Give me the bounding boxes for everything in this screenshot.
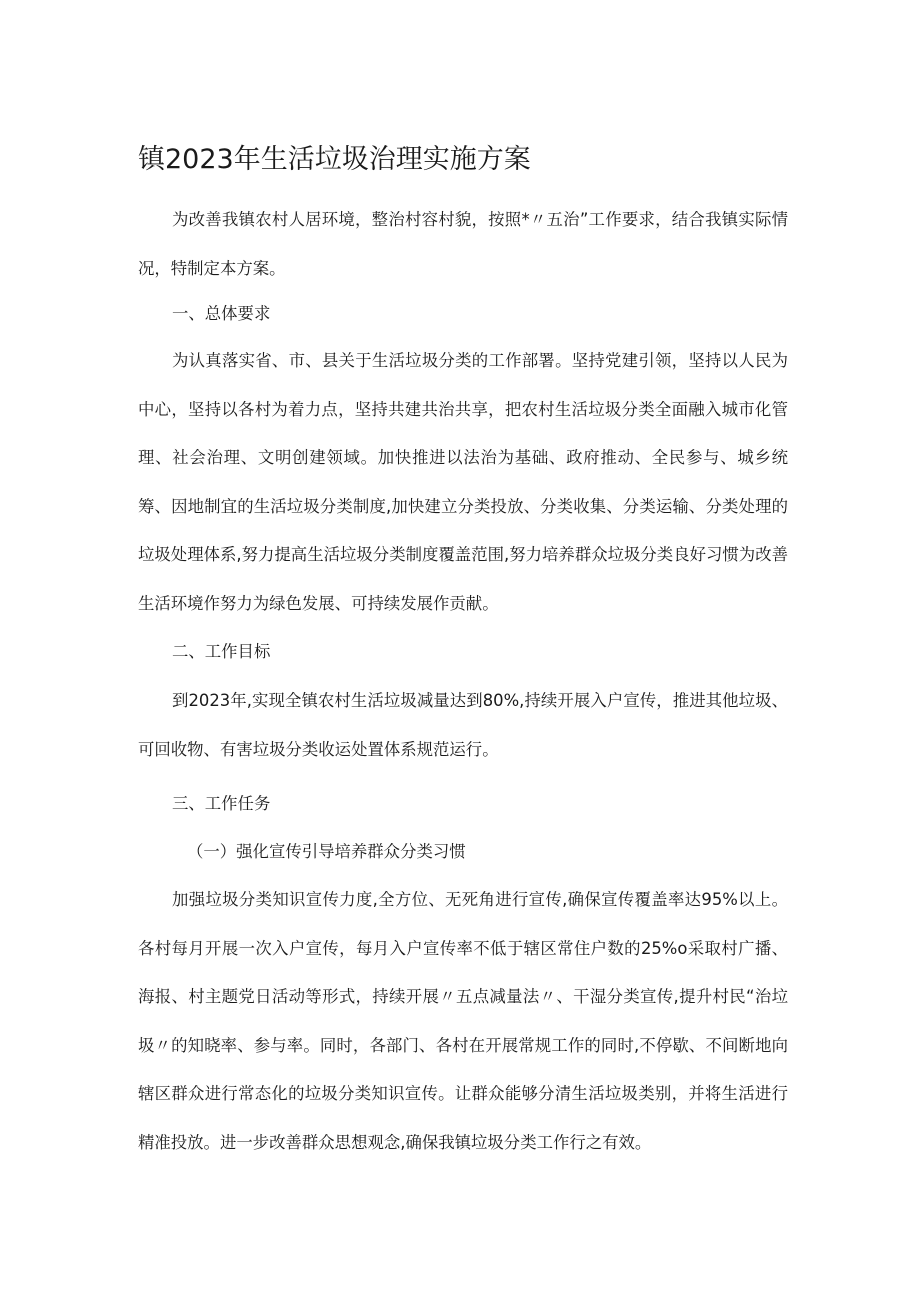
- section-2-heading: 二、工作目标: [172, 642, 271, 661]
- subsection-1-heading: （一）强化宣传引导培养群众分类习惯: [187, 842, 466, 861]
- subsection-1-body: 加强垃圾分类知识宣传力度,全方位、无死角进行宣传,确保宣传覆盖率达95%以上。各村每月开展一次入户宣传，每月入户宣传率不低于辖区常住户数的25%o采取村广播、海报、村主题党日活动等形式，持续开展〃五点减量法〃、干湿分类宣传,提升村民“治垃圾〃的知晓率、参与率。同时，各部门、各村在开展常规工作的同时,不停歇、不间断地向辖区群众进行常态化的垃圾分类知识宣传。让群众能够分清生活垃圾类别，并将生活进行精准投放。进一步改善群众思想观念,确保我镇垃圾分类工作行之有效。: [138, 890, 788, 1152]
- intro-paragraph: 为改善我镇农村人居环境，整治村容村貌，按照*〃五治”工作要求，结合我镇实际情况，特制定本方案。: [138, 210, 788, 278]
- section-3-heading: 三、工作任务: [172, 794, 271, 813]
- section-1-heading: 一、总体要求: [172, 304, 271, 323]
- section-2-body: 到2023年,实现全镇农村生活垃圾减量达到80%,持续开展入户宣传，推进其他垃圾、可回收物、有害垃圾分类收运处置体系规范运行。: [138, 691, 788, 759]
- document-title: 镇2023年生活垃圾治理实施方案: [138, 144, 531, 175]
- section-1-body: 为认真落实省、市、县关于生活垃圾分类的工作部署。坚持党建引领，坚持以人民为中心，坚持以各村为着力点，坚持共建共治共享，把农村生活垃圾分类全面融入城市化管理、社会治理、文明创建领域。加快推进以法治为基础、政府推动、全民参与、城乡统筹、因地制宜的生活垃圾分类制度,加快建立分类投放、分类收集、分类运输、分类处理的垃圾处理体系,努力提高生活垃圾分类制度覆盖范围,努力培养群众垃圾分类良好习惯为改善生活环境作努力为绿色发展、可持续发展作贡献。: [138, 351, 788, 613]
